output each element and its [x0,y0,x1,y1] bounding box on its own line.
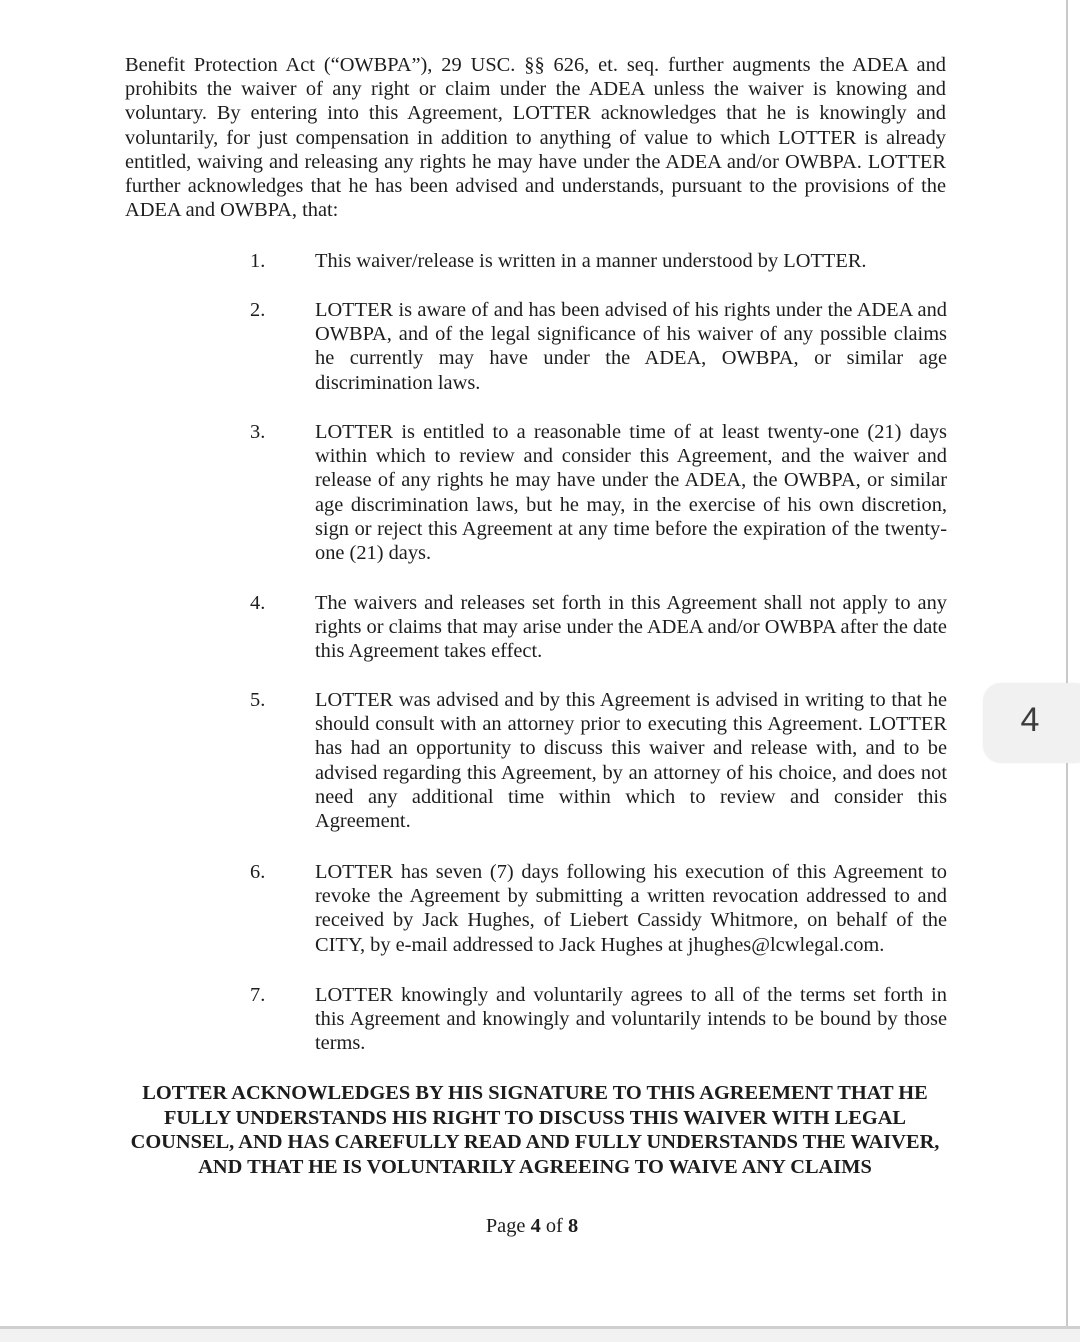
list-item-text: LOTTER is entitled to a reasonable time of at least twenty-one (21) days within which to review and consider this Agreement, and the waiver and release of any rights he may have under the ADEA, the OWBPA, or similar age discrimination laws, but he may, in the exercise of his own discretion, sign or reject this Agreement at any time before the expiration of the twenty-one (21) days. [315,421,947,565]
footer-current-page: 4 [530,1215,541,1237]
list-item-text: LOTTER was advised and by this Agreement is advised in writing to that he should consult with an attorney prior to executing this Agreement. LOTTER has had an opportunity to discuss this waiver and release with, and to be advised regarding this Agreement, by an attorney of his choice, and does not need any additional time within which to review and consider this Agreement. [315,689,947,833]
list-item-number: 6. [250,861,266,883]
page-footer [0,1214,1064,1238]
footer-middle: of [540,1215,568,1237]
list-item-number: 2. [250,299,266,321]
footer-total-pages: 8 [567,1215,579,1237]
list-item-number: 5. [250,689,266,711]
list-item-number: 7. [250,984,266,1006]
intro-paragraph: Benefit Protection Act (“OWBPA”), 29 USC. §§ 626, et. seq. further augments the ADEA and prohibits the waiver of any right or claim under the ADEA unless the waiver is knowing and voluntary. By entering into this Agreement, LOTTER acknowledges that he is knowingly and voluntarily, for just compensation in addition to anything of value to which LOTTER is already entitled, waiving and releasing any rights he may have under the ADEA and/or OWBPA. LOTTER further acknowledges that he has been advised and understands, pursuant to the provisions of the ADEA and OWBPA, that: [125,54,946,222]
list-item-number: 4. [250,592,266,614]
page-number-indicator[interactable] [983,683,1080,763]
page-right-edge [1066,0,1068,1330]
next-page-strip[interactable] [0,1329,1080,1342]
acknowledgement-paragraph: LOTTER ACKNOWLEDGES BY HIS SIGNATURE TO THIS AGREEMENT THAT HE FULLY UNDERSTANDS HIS RIGHT TO DISCUSS THIS WAIVER WITH LEGAL COUNSEL, AND HAS CAREFULLY READ AND FULLY UNDERSTANDS THE WAIVER, AND THAT HE IS VOLUNTARILY AGREEING TO WAIVE ANY CLAIMS [130,1082,940,1178]
list-item-text: LOTTER is aware of and has been advised of his rights under the ADEA and OWBPA, and of the legal significance of his waiver of any possible claims he currently may have under the ADEA, OWBPA, or similar age discrimination laws. [315,299,947,394]
list-item-number: 3. [250,421,266,443]
page-number-indicator-label: 4 [1020,701,1040,739]
footer-prefix: Page [485,1215,531,1237]
list-item-text: LOTTER has seven (7) days following his execution of this Agreement to revoke the Agreement by submitting a written revocation addressed to and received by Jack Hughes, of Liebert Cassidy Whitmore, on behalf of the CITY, by e-mail addressed to Jack Hughes at jhughes@lcwlegal.com. [315,861,947,956]
list-item-text: LOTTER knowingly and voluntarily agrees to all of the terms set forth in this Agreement and knowingly and voluntarily intends to be bound by those terms. [315,984,947,1055]
list-item-text: This waiver/release is written in a manner understood by LOTTER. [315,250,867,272]
list-item-text: The waivers and releases set forth in this Agreement shall not apply to any rights or claims that may arise under the ADEA and/or OWBPA after the date this Agreement takes effect. [315,592,947,663]
list-item-number: 1. [250,250,266,272]
